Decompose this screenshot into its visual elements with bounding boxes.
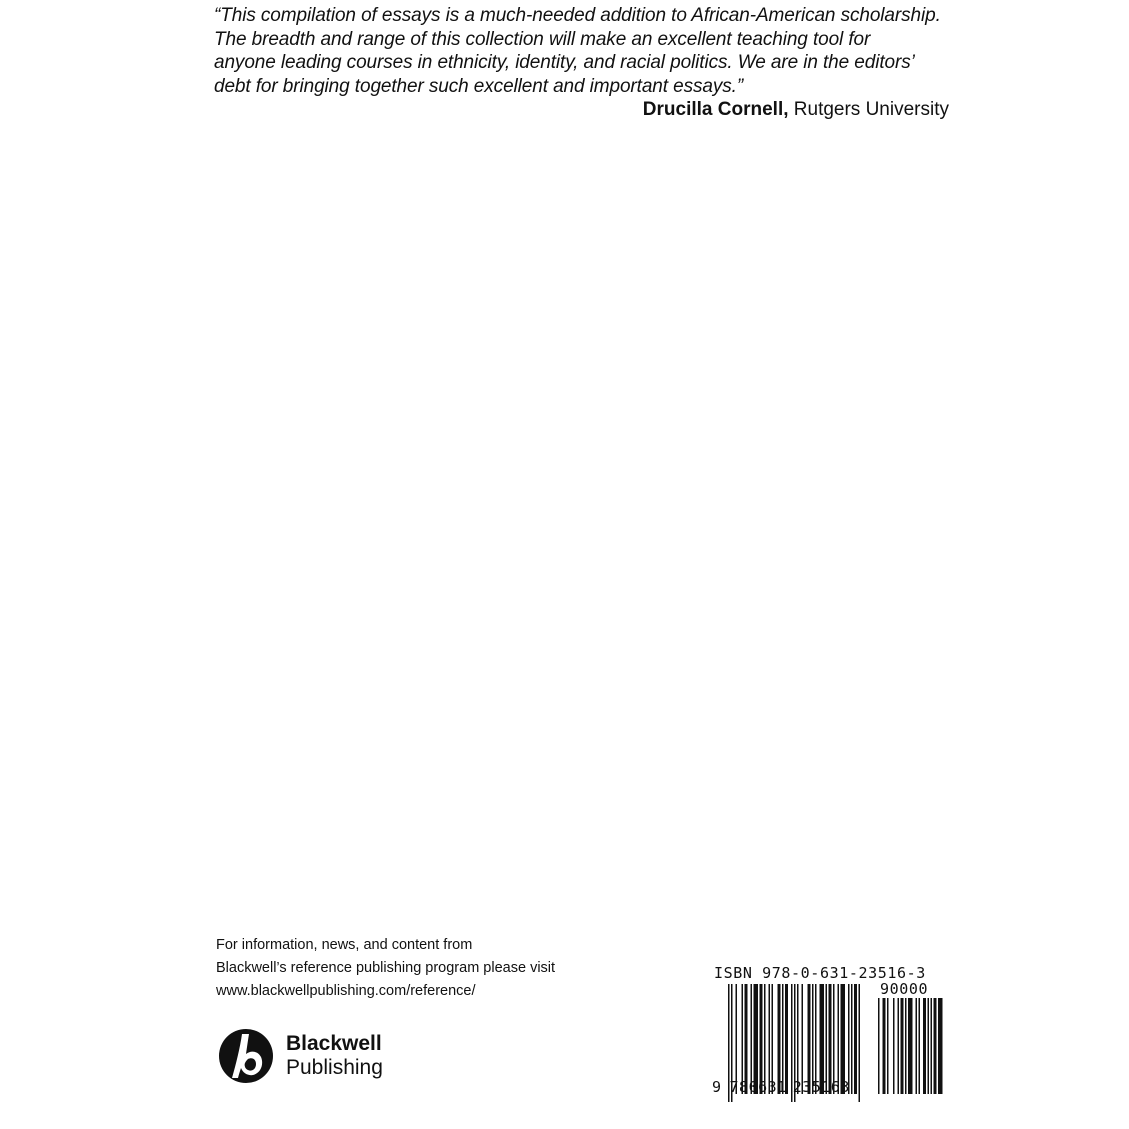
blackwell-b-logo-icon [218, 1028, 274, 1084]
barcode-group1: 780631 [729, 1078, 787, 1096]
addon-bar [938, 998, 943, 1094]
publisher-info-text: For information, news, and content from Blackwell’s reference publishing program please visit www.blackwellpublishing.com/reference/ [216, 937, 556, 999]
addon-bar [916, 998, 918, 1094]
addon-bar [893, 998, 895, 1094]
addon-bars [878, 998, 943, 1094]
quote-author: Drucilla Cornell, [642, 99, 789, 120]
addon-bar [883, 998, 886, 1094]
addon-bar [923, 998, 926, 1094]
addon-bar [934, 998, 937, 1094]
addon-bar [887, 998, 889, 1094]
addon-bar [898, 998, 900, 1094]
endorsement-quote [214, 4, 949, 121]
barcode-group2: 235163 [792, 1078, 850, 1096]
publisher-logo [218, 1028, 383, 1084]
barcode-bar [851, 984, 853, 1094]
barcode-first-digit: 9 [712, 1078, 722, 1096]
publisher-wordmark [286, 1032, 383, 1080]
quote-attribution [214, 98, 949, 121]
quote-affiliation: Rutgers University [788, 99, 949, 120]
addon-bar [928, 998, 930, 1094]
addon-bar [878, 998, 880, 1094]
barcode-addon-code: 90000 [880, 980, 929, 998]
addon-bar [919, 998, 921, 1094]
addon-bar [901, 998, 904, 1094]
publisher-name-line1: Blackwell [286, 1032, 382, 1055]
publisher-name-line2: Publishing [286, 1056, 383, 1079]
addon-bar [908, 998, 913, 1094]
quote-text: “This compilation of essays is a much-needed addition to African-American scholarship. The breadth and range of this collection will make an excellent teaching tool for anyone leading courses in ethnicity, identity, and racial politics. We are in the editors’ debt for bringing together such excellent and important essays.” [214, 5, 941, 97]
barcode-bar [854, 984, 857, 1094]
isbn-label: ISBN 978-0-631-23516-3 [714, 964, 926, 982]
addon-bar [905, 998, 907, 1094]
barcode-bar [859, 984, 861, 1102]
barcode-digits [712, 1078, 850, 1096]
addon-bar [931, 998, 933, 1094]
